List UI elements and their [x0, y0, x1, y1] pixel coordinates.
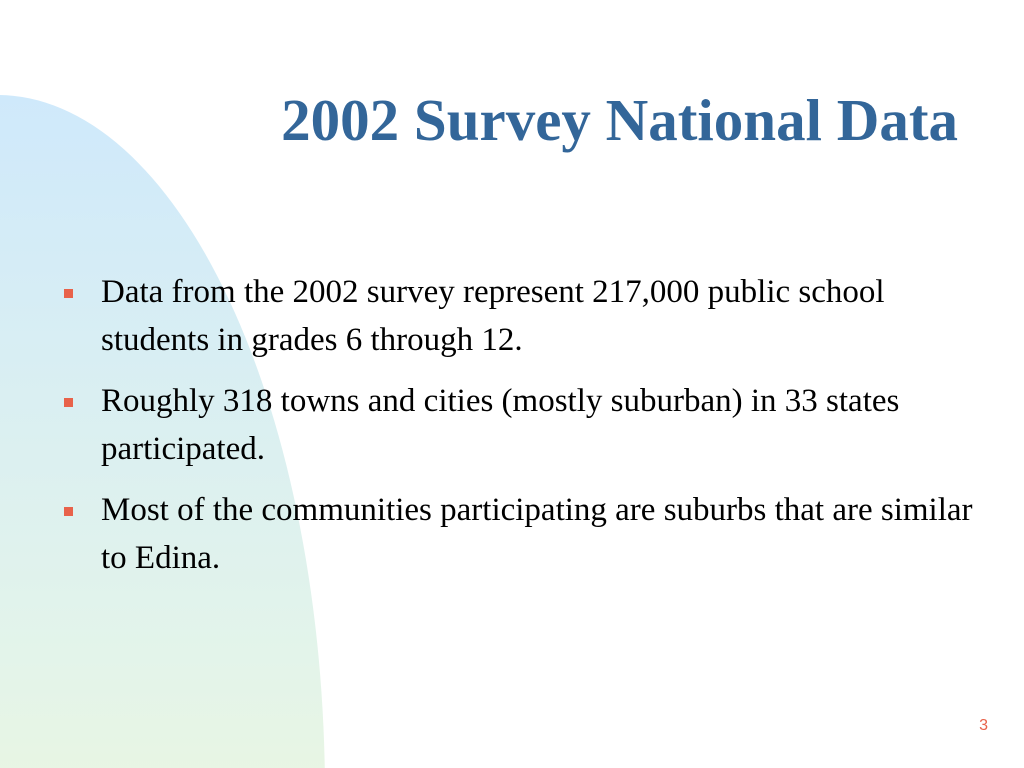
square-bullet-icon	[64, 507, 73, 516]
bullet-text: Data from the 2002 survey represent 217,000 public school students in grades 6 through 12.	[101, 274, 885, 358]
bullet-list	[64, 268, 984, 595]
bullet-item	[64, 377, 984, 473]
bullet-item	[64, 486, 984, 582]
square-bullet-icon	[64, 398, 73, 407]
bullet-text: Roughly 318 towns and cities (mostly suburban) in 33 states participated.	[101, 383, 900, 467]
slide-title: 2002 Survey National Data	[281, 87, 958, 153]
bullet-text: Most of the communities participating are suburbs that are similar to Edina.	[101, 492, 973, 576]
square-bullet-icon	[64, 289, 73, 298]
bullet-item	[64, 268, 984, 364]
page-number: 3	[979, 717, 988, 734]
